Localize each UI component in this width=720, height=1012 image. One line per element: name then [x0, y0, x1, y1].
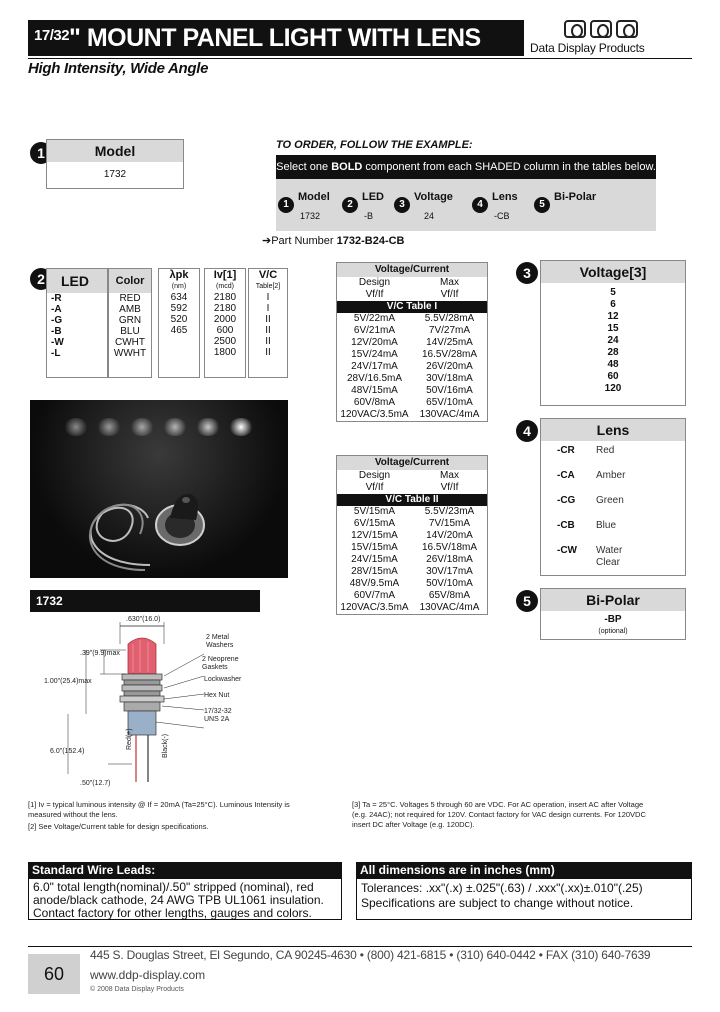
- lens-code: -CA: [557, 470, 575, 481]
- lens-desc: Blue: [596, 520, 617, 531]
- voltage-option: 24: [607, 335, 619, 346]
- dim-lens-diameter: .630"(16.0): [126, 616, 161, 623]
- vc-design: 24V/17mA: [351, 361, 398, 372]
- footer-url[interactable]: www.ddp-display.com: [90, 968, 206, 982]
- vc-design: 48V/15mA: [351, 385, 398, 396]
- led-iv: 2000: [213, 314, 237, 325]
- panel-light-image: [30, 400, 288, 578]
- vc-max: 7V/27mA: [428, 325, 471, 336]
- vc-row: [337, 325, 487, 337]
- voltage-option: 28: [607, 347, 619, 358]
- dim-wire-length: 6.0"(152.4): [50, 748, 85, 755]
- led-color: RED: [119, 293, 141, 304]
- led-vc: II: [265, 325, 271, 336]
- led-vc: II: [265, 314, 271, 325]
- vc-row: [337, 578, 487, 590]
- dimensions-title: All dimensions are in inches (mm): [356, 862, 692, 878]
- vc-design: 60V/8mA: [353, 397, 396, 408]
- vc-row: [337, 373, 487, 385]
- led-code: -W: [51, 337, 64, 348]
- voltage-option: 120: [604, 383, 622, 394]
- order-example: 1 Model 1732 2 LED -B 3 Voltage 24 4 Lens -CB 5 Bi-Polar: [276, 179, 656, 231]
- product-photo: [30, 400, 288, 578]
- led-color-column: Color RED AMB GRN BLU CWHT WWHT: [108, 268, 152, 378]
- wire-leads-title: Standard Wire Leads:: [28, 862, 342, 878]
- title-fraction-den: /32: [49, 27, 70, 44]
- vc-row: [337, 542, 487, 554]
- vc-design: 6V/21mA: [353, 325, 396, 336]
- lens-box: [540, 418, 686, 576]
- vc-max: 30V/17mA: [426, 566, 473, 577]
- lens-option: [541, 516, 685, 541]
- arrow-icon: ➔: [262, 235, 272, 247]
- dimensions-body: [356, 878, 692, 920]
- vc-row: [337, 409, 487, 421]
- brand-name: Data Display Products: [530, 41, 645, 55]
- vc-design: 60V/7mA: [353, 590, 396, 601]
- header-divider: [28, 58, 692, 59]
- callout-washers: 2 Metal Washers: [206, 634, 234, 649]
- vc-max: 65V/8mA: [428, 590, 471, 601]
- voltage-option: 6: [610, 299, 616, 310]
- vc-max: 50V/10mA: [426, 578, 473, 589]
- title-text: " MOUNT PANEL LIGHT WITH LENS: [69, 24, 481, 52]
- vc-design: 28V/16.5mA: [346, 373, 403, 384]
- vc-max: 30V/18mA: [426, 373, 473, 384]
- led-iv: 2180: [213, 303, 237, 314]
- section-number-3: 3: [516, 262, 538, 284]
- vc-max: 16.5V/18mA: [421, 542, 478, 553]
- lens-code: -CB: [557, 520, 575, 531]
- vc-max: 26V/20mA: [426, 361, 473, 372]
- lens-desc: Red: [596, 445, 615, 456]
- vc-row: [337, 313, 487, 325]
- lens-desc: Amber: [596, 470, 626, 481]
- part-number: ➔Part Number 1732-B24-CB: [262, 235, 405, 247]
- dim-lens-height: .39"(9.9)max: [80, 650, 120, 657]
- vc-row: [337, 337, 487, 349]
- footer-address: 445 S. Douglas Street, El Segundo, CA 90245-4630 • (800) 421-6815 • (310) 640-0442 • FAX (310) 640-7639: [90, 948, 651, 962]
- vc-row: [337, 530, 487, 542]
- order-title: TO ORDER, FOLLOW THE EXAMPLE:: [276, 139, 473, 151]
- bipolar-code: -BP: [604, 614, 622, 625]
- vc-max: 5.5V/28mA: [424, 313, 475, 324]
- dim-overall-height: 1.00"(25.4)max: [44, 678, 92, 685]
- led-lpk: 465: [170, 325, 188, 336]
- page-number: 60: [28, 954, 80, 994]
- vc-row: [337, 506, 487, 518]
- lens-code: -CR: [557, 445, 575, 456]
- led-code-column: LED -R -A -G -B -W -L: [46, 268, 108, 378]
- lens-code: -CG: [557, 495, 576, 506]
- vc-design: 12V/20mA: [351, 337, 398, 348]
- vc-max: 5.5V/23mA: [424, 506, 475, 517]
- dim-strip-length: .50"(12.7): [80, 780, 111, 787]
- lens-desc: Green: [596, 495, 624, 506]
- bipolar-note: (optional): [598, 628, 628, 635]
- vc-row: [337, 349, 487, 361]
- vc-row: [337, 397, 487, 409]
- vc-row: [337, 566, 487, 578]
- page-subtitle: High Intensity, Wide Angle: [28, 60, 209, 77]
- vc-max: 26V/18mA: [426, 554, 473, 565]
- drawing-label: 1732: [30, 590, 260, 612]
- led-lpk: 520: [170, 314, 188, 325]
- model-box: [46, 139, 184, 189]
- led-vc: I: [266, 303, 270, 314]
- lens-option: [541, 441, 685, 466]
- led-lpk: 592: [170, 303, 188, 314]
- footer-copyright: © 2008 Data Display Products: [90, 986, 184, 993]
- vc-row: [337, 590, 487, 602]
- callout-lockwasher: Lockwasher: [204, 676, 242, 683]
- vc-max: 130VAC/4mA: [419, 409, 480, 420]
- vc-row: [337, 385, 487, 397]
- led-iv: 2500: [213, 336, 237, 347]
- vc-row: [337, 361, 487, 373]
- vc-table-1: Voltage/Current Design Max Vf/If Vf/If V/C Table I 5V/22mA 5.5V/28mA 6V/21mA 7V/27mA 12V/20mA 14V/25mA 15V/24mA 16.5V/28mA 24V/17mA 26V/20mA 28V/16.5mA 30V/18mA 48V/15mA 50V/16mA 60V/8mA 65V/10mA 120VAC/3.5mA 130VAC/4mA: [336, 262, 488, 422]
- wire-black-label: Black(-): [162, 733, 169, 758]
- led-iv-column: Iv[1] (mcd) 2180 2180 2000 600 2500 1800: [204, 268, 246, 378]
- section-number-2: 2: [30, 268, 52, 290]
- voltage-option: 48: [607, 359, 619, 370]
- led-iv: 600: [216, 325, 234, 336]
- callout-hex-nut: Hex Nut: [204, 692, 230, 699]
- vc-max: 130VAC/4mA: [419, 602, 480, 613]
- vc-max: 7V/15mA: [428, 518, 471, 529]
- vc-max: 16.5V/28mA: [421, 349, 478, 360]
- vc-design: 12V/15mA: [351, 530, 398, 541]
- voltage-title: Voltage[3]: [541, 261, 685, 283]
- model-value: 1732: [103, 169, 127, 180]
- vc-table-2: Voltage/Current Design Max Vf/If Vf/If V/C Table II 5V/15mA 5.5V/23mA 6V/15mA 7V/15mA 12V/15mA 14V/20mA 15V/15mA 16.5V/18mA 24V/15mA 26V/18mA 28V/15mA 30V/17mA 48V/9.5mA 50V/10mA 60V/7mA 65V/8mA 120VAC/3.5mA 130VAC/4mA: [336, 455, 488, 615]
- section-number-4: 4: [516, 420, 538, 442]
- led-vc: I: [266, 292, 270, 303]
- voltage-option: 12: [607, 311, 619, 322]
- vc-design: 5V/22mA: [353, 313, 396, 324]
- model-title: Model: [47, 140, 183, 162]
- vc-row: [337, 518, 487, 530]
- led-color: WWHT: [113, 348, 147, 359]
- vc-max: 14V/20mA: [426, 530, 473, 541]
- vc-design: 120VAC/3.5mA: [340, 409, 409, 420]
- tolerances-line: Tolerances: .xx"(.x) ±.025"(.63) / .xxx"(.xx)±.010"(.25): [361, 881, 643, 895]
- lens-code: -CW: [557, 545, 577, 556]
- title-fraction-num: 17: [34, 27, 50, 44]
- note-2: [2] See Voltage/Current table for design specifications.: [28, 822, 209, 831]
- led-code: -L: [51, 348, 61, 359]
- lens-option: [541, 491, 685, 516]
- note-3: [3] Ta = 25°C. Voltages 5 through 60 are VDC. For AC operation, insert AC after Voltage (e.g. 24AC); not required for 120V. Contact factory for VAC design currents. For 120VDC insert DC after Voltage (e.g. 120DC).: [352, 800, 646, 829]
- voltage-box: [540, 260, 686, 406]
- led-lpk: [159, 347, 199, 358]
- lens-desc: Water Clear: [596, 545, 623, 568]
- lens-title: Lens: [541, 419, 685, 441]
- led-code: -A: [51, 304, 62, 315]
- led-lpk: 634: [170, 292, 188, 303]
- vc-design: 6V/15mA: [353, 518, 396, 529]
- wire-red-label: Red(+): [126, 728, 133, 750]
- led-color: BLU: [120, 326, 140, 337]
- led-iv: 2180: [213, 292, 237, 303]
- vc-design: 15V/15mA: [351, 542, 398, 553]
- voltage-option: 5: [610, 287, 616, 298]
- vc-row: [337, 602, 487, 614]
- vc-max: 50V/16mA: [426, 385, 473, 396]
- led-color: CWHT: [115, 337, 145, 348]
- led-code: -R: [51, 293, 62, 304]
- spec-change-line: Specifications are subject to change without notice.: [361, 896, 634, 910]
- vc-design: 28V/15mA: [351, 566, 398, 577]
- vc-design: 24V/15mA: [351, 554, 398, 565]
- vc-design: 15V/24mA: [351, 349, 398, 360]
- led-color: AMB: [119, 304, 141, 315]
- vc-max: 65V/10mA: [426, 397, 473, 408]
- callout-gaskets: 2 Neoprene Gaskets: [202, 656, 239, 671]
- bipolar-box: [540, 588, 686, 640]
- footer-divider: [28, 946, 692, 947]
- led-vc: II: [265, 336, 271, 347]
- led-vc: II: [265, 347, 271, 358]
- lens-option: [541, 466, 685, 491]
- led-color: GRN: [118, 315, 142, 326]
- note-1: [1] Iv = typical luminous intensity @ If = 20mA (Ta=25°C). Luminous Intensity is measured without the lens.: [28, 800, 290, 819]
- vc-row: [337, 554, 487, 566]
- vc-design: 120VAC/3.5mA: [340, 602, 409, 613]
- brand-logo: [530, 20, 692, 58]
- bipolar-title: Bi-Polar: [541, 589, 685, 611]
- page-title: [28, 20, 524, 56]
- order-instructions: Select one BOLD component from each SHADED column in the tables below.: [276, 155, 656, 179]
- vc-design: 5V/15mA: [353, 506, 396, 517]
- dimension-drawing: [28, 614, 318, 794]
- voltage-option: 60: [607, 371, 619, 382]
- voltage-option: 15: [607, 323, 619, 334]
- led-vc-column: V/C Table[2] I I II II II II: [248, 268, 288, 378]
- led-iv: 1800: [213, 347, 237, 358]
- led-code: -B: [51, 326, 62, 337]
- wire-leads-body: 6.0" total length(nominal)/.50" stripped (nominal), red anode/black cathode, 24 AWG TPB UL1061 insulation. Contact factory for other lengths, gauges and colors.: [28, 878, 342, 920]
- led-lpk-column: λpk (nm) 634 592 520 465: [158, 268, 200, 378]
- led-code: -G: [51, 315, 63, 326]
- ddp-logo-icon: [510, 20, 692, 38]
- callout-thread: 17/32-32 UNS 2A: [204, 708, 232, 723]
- vc-max: 14V/25mA: [426, 337, 473, 348]
- section-number-5: 5: [516, 590, 538, 612]
- section-number-1: 1: [30, 142, 52, 164]
- vc-design: 48V/9.5mA: [349, 578, 400, 589]
- lens-option: [541, 541, 685, 566]
- led-lpk: [159, 336, 199, 347]
